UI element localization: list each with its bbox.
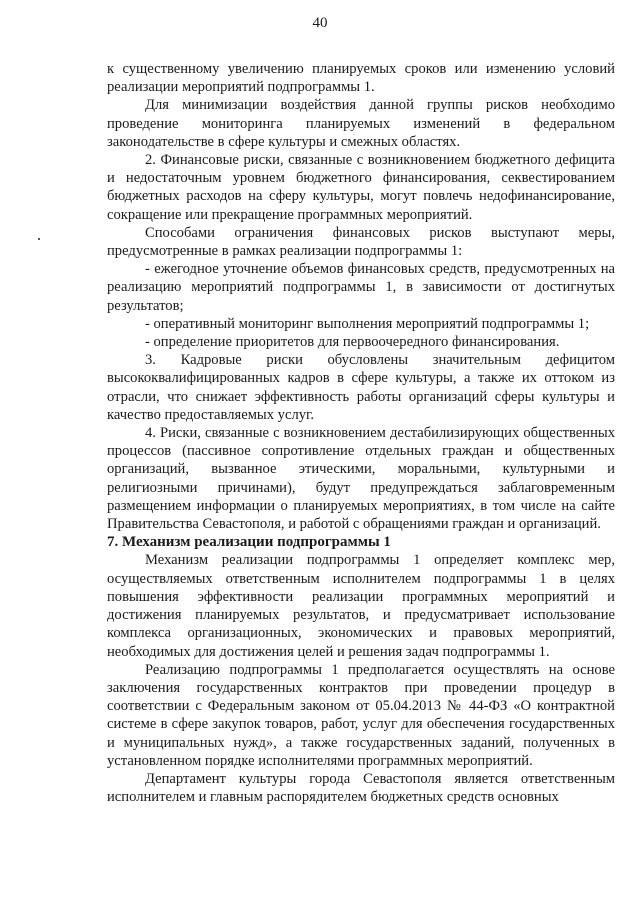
document-body (107, 60, 615, 806)
paragraph: 4. Риски, связанные с возникновением дестабилизирующих общественных процессов (пассивное сопротивление отдельных граждан и общественных организаций, вызванное этическими, моральными, культурными и религиозными причинами), будут предупреждаться заблаговременным размещением информации о планируемых мероприятиях, в том числе на сайте Правительства Севастополя, и работой с обращениями граждан и организаций. (107, 425, 615, 533)
paragraph: 3. Кадровые риски обусловлены значительным дефицитом высококвалифицированных кадров в сфере культуры, а также их оттоком из отрасли, что снижает эффективность работы организаций сферы культуры и качество предоставляемых услуг. (107, 352, 615, 423)
paragraph: Реализацию подпрограммы 1 предполагается осуществлять на основе заключения государственных контрактов при проведении процедур в соответствии с Федеральным законом от 05.04.2013 № 44-ФЗ «О контрактной системе в сфере закупок товаров, работ, услуг для обеспечения государственных и муниципальных нужд», а также государственных заданий, полученных в установленном порядке исполнителями программных мероприятий. (107, 661, 615, 769)
margin-dot (38, 238, 40, 240)
paragraph: Способами ограничения финансовых рисков выступают меры, предусмотренные в рамках реализации подпрограммы 1: (107, 224, 615, 260)
list-item: - определение приоритетов для первоочередного финансирования. (145, 334, 560, 351)
page-number: 40 (312, 15, 328, 31)
paragraph: Для минимизации воздействия данной группы рисков необходимо проведение мониторинга планируемых изменений в федеральном законодательстве в сфере культуры и смежных областях. (107, 97, 615, 150)
paragraph: Механизм реализации подпрограммы 1 определяет комплекс мер, осуществляемых ответственным исполнителем подпрограммы 1 в целях повышения эффективности реализации программных мероприятий и достижения планируемых результатов, и предусматривает использование комплекса организационных, экономических и правовых мероприятий, необходимых для достижения целей и решения задач подпрограммы 1. (107, 552, 615, 660)
list-item: - ежегодное уточнение объемов финансовых средств, предусмотренных на реализацию мероприятий подпрограммы 1, в зависимости от достигнутых результатов; (107, 261, 615, 314)
paragraph: к существенному увеличению планируемых сроков или изменению условий реализации мероприятий подпрограммы 1. (107, 61, 615, 96)
section-heading: 7. Механизм реализации подпрограммы 1 (107, 534, 391, 551)
paragraph: 2. Финансовые риски, связанные с возникновением бюджетного дефицита и недостаточным уровнем бюджетного финансирования, секвестированием бюджетных расходов на сферу культуры, могут повлечь недофинансирование, сокращение или прекращение программных мероприятий. (107, 152, 615, 223)
paragraph: Департамент культуры города Севастополя является ответственным исполнителем и главным распорядителем бюджетных средств основных (107, 770, 615, 806)
list-item: - оперативный мониторинг выполнения мероприятий подпрограммы 1; (145, 315, 590, 332)
